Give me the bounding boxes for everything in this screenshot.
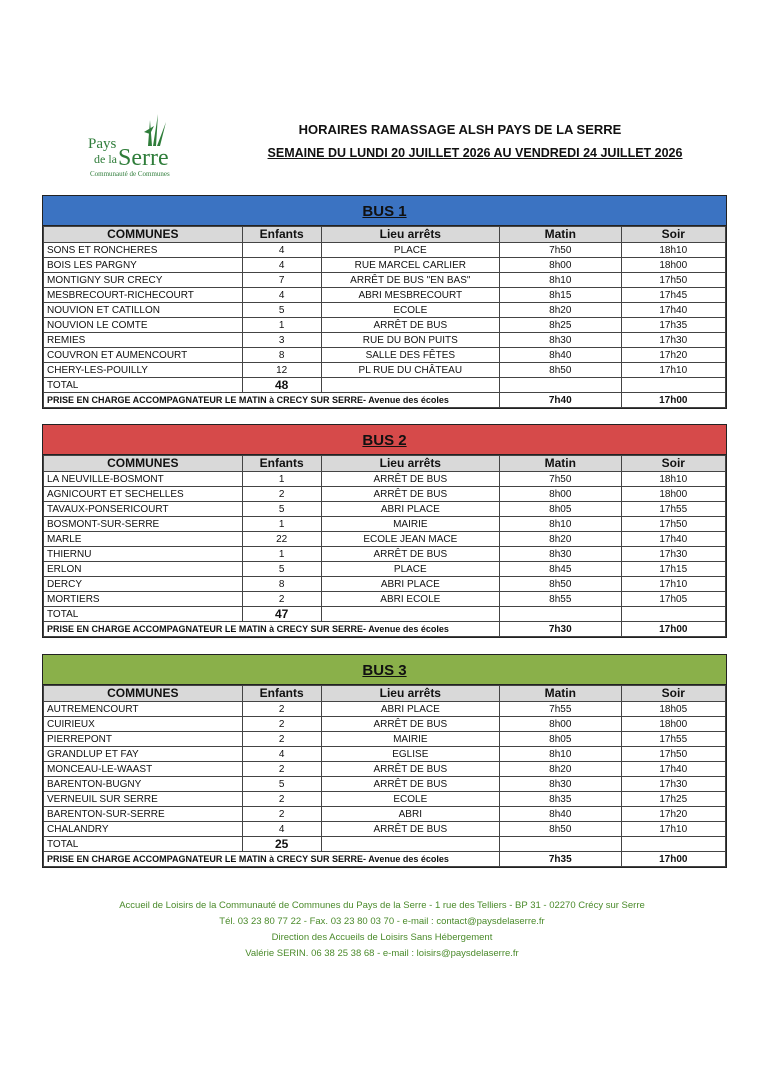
table-row xyxy=(44,517,726,532)
soir-cell: 17h55 xyxy=(621,502,725,517)
enfants-cell: 12 xyxy=(242,363,321,378)
page-title: HORAIRES RAMASSAGE ALSH PAYS DE LA SERRE xyxy=(298,122,622,137)
soir-cell: 18h00 xyxy=(621,258,725,273)
column-header: COMMUNES xyxy=(44,686,243,702)
pickup-label: PRISE EN CHARGE ACCOMPAGNATEUR LE MATIN à CRECY SUR SERRE- Avenue des écoles xyxy=(44,622,500,637)
lieu-arret-cell: ARRÊT DE BUS xyxy=(321,822,499,837)
column-header: Matin xyxy=(499,686,621,702)
table-row xyxy=(44,762,726,777)
empty-cell xyxy=(621,378,725,393)
total-label: TOTAL xyxy=(44,837,243,852)
soir-cell: 17h10 xyxy=(621,822,725,837)
lieu-arret-cell: ABRI PLACE xyxy=(321,702,499,717)
commune-cell: BARENTON-BUGNY xyxy=(44,777,243,792)
lieu-arret-cell: MAIRIE xyxy=(321,517,499,532)
soir-cell: 17h10 xyxy=(621,577,725,592)
table-row xyxy=(44,547,726,562)
matin-cell: 8h00 xyxy=(499,487,621,502)
total-row xyxy=(44,378,726,393)
matin-cell: 8h10 xyxy=(499,517,621,532)
commune-cell: MORTIERS xyxy=(44,592,243,607)
lieu-arret-cell: ARRÊT DE BUS xyxy=(321,487,499,502)
bus-table xyxy=(43,226,726,408)
commune-cell: ERLON xyxy=(44,562,243,577)
lieu-arret-cell: PL RUE DU CHÂTEAU xyxy=(321,363,499,378)
commune-cell: AGNICOURT ET SECHELLES xyxy=(44,487,243,502)
table-row xyxy=(44,502,726,517)
matin-cell: 8h45 xyxy=(499,562,621,577)
bus-schedule-3 xyxy=(42,654,727,868)
lieu-arret-cell: PLACE xyxy=(321,243,499,258)
soir-cell: 17h30 xyxy=(621,547,725,562)
matin-cell: 8h20 xyxy=(499,532,621,547)
soir-cell: 17h40 xyxy=(621,532,725,547)
enfants-cell: 5 xyxy=(242,502,321,517)
matin-cell: 8h20 xyxy=(499,303,621,318)
table-header-row xyxy=(44,456,726,472)
empty-cell xyxy=(499,607,621,622)
enfants-cell: 4 xyxy=(242,747,321,762)
column-header: Enfants xyxy=(242,686,321,702)
table-row xyxy=(44,747,726,762)
enfants-cell: 4 xyxy=(242,243,321,258)
lieu-arret-cell: ARRÊT DE BUS xyxy=(321,472,499,487)
soir-cell: 18h00 xyxy=(621,717,725,732)
logo-subtitle: Communauté de Communes xyxy=(90,170,170,178)
total-label: TOTAL xyxy=(44,378,243,393)
lieu-arret-cell: ABRI xyxy=(321,807,499,822)
commune-cell: MARLE xyxy=(44,532,243,547)
commune-cell: NOUVION LE COMTE xyxy=(44,318,243,333)
commune-cell: MONTIGNY SUR CRECY xyxy=(44,273,243,288)
lieu-arret-cell: RUE MARCEL CARLIER xyxy=(321,258,499,273)
enfants-cell: 2 xyxy=(242,592,321,607)
soir-cell: 18h00 xyxy=(621,487,725,502)
column-header: COMMUNES xyxy=(44,227,243,243)
matin-cell: 8h30 xyxy=(499,333,621,348)
logo-text-de-la: de la xyxy=(94,152,117,166)
soir-cell: 18h05 xyxy=(621,702,725,717)
soir-cell: 17h30 xyxy=(621,333,725,348)
table-row xyxy=(44,717,726,732)
enfants-cell: 5 xyxy=(242,562,321,577)
empty-cell xyxy=(321,837,499,852)
matin-cell: 8h30 xyxy=(499,777,621,792)
matin-cell: 8h25 xyxy=(499,318,621,333)
contact-director: Valérie SERIN. 06 38 25 38 68 - e-mail : loisirs@paysdelaserre.fr xyxy=(245,948,519,959)
bus-header xyxy=(43,655,726,685)
column-header: Matin xyxy=(499,227,621,243)
commune-cell: GRANDLUP ET FAY xyxy=(44,747,243,762)
table-row xyxy=(44,318,726,333)
matin-cell: 7h55 xyxy=(499,702,621,717)
column-header: Matin xyxy=(499,456,621,472)
matin-cell: 7h50 xyxy=(499,243,621,258)
pickup-row xyxy=(44,622,726,637)
commune-cell: MONCEAU-LE-WAAST xyxy=(44,762,243,777)
table-row xyxy=(44,487,726,502)
enfants-cell: 2 xyxy=(242,807,321,822)
bus-header xyxy=(43,425,726,455)
commune-cell: MESBRECOURT-RICHECOURT xyxy=(44,288,243,303)
enfants-cell: 7 xyxy=(242,273,321,288)
table-row xyxy=(44,273,726,288)
column-header: Enfants xyxy=(242,227,321,243)
enfants-cell: 5 xyxy=(242,303,321,318)
total-value: 25 xyxy=(242,837,321,852)
matin-cell: 8h50 xyxy=(499,577,621,592)
table-row xyxy=(44,562,726,577)
contact-phone: Tél. 03 23 80 77 22 - Fax. 03 23 80 03 70 - e-mail : contact@paysdelaserre.fr xyxy=(219,916,545,927)
matin-cell: 8h05 xyxy=(499,732,621,747)
table-header-row xyxy=(44,686,726,702)
table-row xyxy=(44,472,726,487)
enfants-cell: 1 xyxy=(242,547,321,562)
enfants-cell: 8 xyxy=(242,577,321,592)
table-row xyxy=(44,807,726,822)
bus-table xyxy=(43,685,726,867)
page-subtitle: SEMAINE DU LUNDI 20 JUILLET 2026 AU VENDREDI 24 JUILLET 2026 xyxy=(267,146,683,160)
lieu-arret-cell: ECOLE xyxy=(321,303,499,318)
commune-cell: REMIES xyxy=(44,333,243,348)
matin-cell: 8h50 xyxy=(499,363,621,378)
commune-cell: CHALANDRY xyxy=(44,822,243,837)
contact-footer xyxy=(40,898,724,962)
total-value: 48 xyxy=(242,378,321,393)
table-row xyxy=(44,777,726,792)
lieu-arret-cell: MAIRIE xyxy=(321,732,499,747)
enfants-cell: 2 xyxy=(242,717,321,732)
column-header: Soir xyxy=(621,227,725,243)
soir-cell: 17h40 xyxy=(621,303,725,318)
bus-header xyxy=(43,196,726,226)
soir-cell: 17h15 xyxy=(621,562,725,577)
table-row xyxy=(44,333,726,348)
lieu-arret-cell: ECOLE xyxy=(321,792,499,807)
table-row xyxy=(44,348,726,363)
lieu-arret-cell: RUE DU BON PUITS xyxy=(321,333,499,348)
reed-logo-icon xyxy=(140,112,170,146)
column-header: Lieu arrêts xyxy=(321,227,499,243)
contact-direction: Direction des Accueils de Loisirs Sans Hébergement xyxy=(271,932,493,943)
pickup-label: PRISE EN CHARGE ACCOMPAGNATEUR LE MATIN à CRECY SUR SERRE- Avenue des écoles xyxy=(44,852,500,867)
lieu-arret-cell: ARRÊT DE BUS xyxy=(321,777,499,792)
enfants-cell: 3 xyxy=(242,333,321,348)
pickup-row xyxy=(44,393,726,408)
commune-cell: THIERNU xyxy=(44,547,243,562)
column-header: Lieu arrêts xyxy=(321,686,499,702)
commune-cell: NOUVION ET CATILLON xyxy=(44,303,243,318)
enfants-cell: 5 xyxy=(242,777,321,792)
commune-cell: SONS ET RONCHERES xyxy=(44,243,243,258)
pickup-matin: 7h30 xyxy=(499,622,621,637)
commune-cell: BOSMONT-SUR-SERRE xyxy=(44,517,243,532)
logo-text-pays: Pays xyxy=(88,136,117,152)
pickup-soir: 17h00 xyxy=(621,622,725,637)
enfants-cell: 2 xyxy=(242,792,321,807)
table-row xyxy=(44,303,726,318)
pickup-row xyxy=(44,852,726,867)
table-row xyxy=(44,532,726,547)
table-row xyxy=(44,592,726,607)
lieu-arret-cell: ECOLE JEAN MACE xyxy=(321,532,499,547)
empty-cell xyxy=(621,837,725,852)
total-row xyxy=(44,837,726,852)
table-row xyxy=(44,243,726,258)
lieu-arret-cell: ABRI PLACE xyxy=(321,577,499,592)
matin-cell: 8h10 xyxy=(499,747,621,762)
bus-table xyxy=(43,455,726,637)
commune-cell: COUVRON ET AUMENCOURT xyxy=(44,348,243,363)
soir-cell: 17h45 xyxy=(621,288,725,303)
lieu-arret-cell: ARRÊT DE BUS xyxy=(321,762,499,777)
soir-cell: 17h50 xyxy=(621,747,725,762)
commune-cell: LA NEUVILLE-BOSMONT xyxy=(44,472,243,487)
total-row xyxy=(44,607,726,622)
pickup-matin: 7h40 xyxy=(499,393,621,408)
empty-cell xyxy=(321,607,499,622)
enfants-cell: 1 xyxy=(242,318,321,333)
matin-cell: 8h00 xyxy=(499,258,621,273)
table-row xyxy=(44,577,726,592)
pickup-label: PRISE EN CHARGE ACCOMPAGNATEUR LE MATIN à CRECY SUR SERRE- Avenue des écoles xyxy=(44,393,500,408)
soir-cell: 18h10 xyxy=(621,472,725,487)
enfants-cell: 8 xyxy=(242,348,321,363)
commune-cell: TAVAUX-PONSERICOURT xyxy=(44,502,243,517)
column-header: Soir xyxy=(621,456,725,472)
table-row xyxy=(44,258,726,273)
empty-cell xyxy=(499,378,621,393)
soir-cell: 17h50 xyxy=(621,273,725,288)
matin-cell: 8h50 xyxy=(499,822,621,837)
commune-cell: AUTREMENCOURT xyxy=(44,702,243,717)
table-row xyxy=(44,732,726,747)
lieu-arret-cell: PLACE xyxy=(321,562,499,577)
matin-cell: 8h55 xyxy=(499,592,621,607)
soir-cell: 17h20 xyxy=(621,807,725,822)
enfants-cell: 1 xyxy=(242,517,321,532)
commune-cell: CUIRIEUX xyxy=(44,717,243,732)
table-row xyxy=(44,822,726,837)
bus-title: BUS 2 xyxy=(362,432,407,449)
matin-cell: 7h50 xyxy=(499,472,621,487)
lieu-arret-cell: ABRI ECOLE xyxy=(321,592,499,607)
soir-cell: 17h35 xyxy=(621,318,725,333)
empty-cell xyxy=(321,378,499,393)
lieu-arret-cell: ARRÊT DE BUS "EN BAS" xyxy=(321,273,499,288)
soir-cell: 17h55 xyxy=(621,732,725,747)
table-header-row xyxy=(44,227,726,243)
table-row xyxy=(44,792,726,807)
matin-cell: 8h30 xyxy=(499,547,621,562)
contact-address: Accueil de Loisirs de la Communauté de Communes du Pays de la Serre - 1 rue des Telliers - BP 31 - 02270 Crécy sur Serre xyxy=(119,900,645,911)
lieu-arret-cell: ARRÊT DE BUS xyxy=(321,547,499,562)
bus-title: BUS 1 xyxy=(362,203,407,220)
soir-cell: 17h50 xyxy=(621,517,725,532)
bus-schedule-1 xyxy=(42,195,727,409)
matin-cell: 8h35 xyxy=(499,792,621,807)
pickup-soir: 17h00 xyxy=(621,393,725,408)
enfants-cell: 2 xyxy=(242,702,321,717)
soir-cell: 17h40 xyxy=(621,762,725,777)
total-label: TOTAL xyxy=(44,607,243,622)
empty-cell xyxy=(621,607,725,622)
matin-cell: 8h20 xyxy=(499,762,621,777)
commune-cell: VERNEUIL SUR SERRE xyxy=(44,792,243,807)
commune-cell: BOIS LES PARGNY xyxy=(44,258,243,273)
soir-cell: 17h25 xyxy=(621,792,725,807)
commune-cell: CHERY-LES-POUILLY xyxy=(44,363,243,378)
soir-cell: 17h30 xyxy=(621,777,725,792)
soir-cell: 17h10 xyxy=(621,363,725,378)
column-header: Enfants xyxy=(242,456,321,472)
soir-cell: 18h10 xyxy=(621,243,725,258)
matin-cell: 8h05 xyxy=(499,502,621,517)
lieu-arret-cell: ABRI MESBRECOURT xyxy=(321,288,499,303)
bus-title: BUS 3 xyxy=(362,662,407,679)
soir-cell: 17h05 xyxy=(621,592,725,607)
enfants-cell: 2 xyxy=(242,762,321,777)
lieu-arret-cell: EGLISE xyxy=(321,747,499,762)
total-value: 47 xyxy=(242,607,321,622)
logo-text-serre: Serre xyxy=(118,145,169,171)
lieu-arret-cell: SALLE DES FÊTES xyxy=(321,348,499,363)
pickup-soir: 17h00 xyxy=(621,852,725,867)
matin-cell: 8h40 xyxy=(499,348,621,363)
table-row xyxy=(44,288,726,303)
enfants-cell: 2 xyxy=(242,732,321,747)
enfants-cell: 1 xyxy=(242,472,321,487)
commune-cell: BARENTON-SUR-SERRE xyxy=(44,807,243,822)
bus-schedule-2 xyxy=(42,424,727,638)
pays-de-la-serre-logo xyxy=(84,112,194,182)
column-header: Soir xyxy=(621,686,725,702)
lieu-arret-cell: ABRI PLACE xyxy=(321,502,499,517)
table-row xyxy=(44,702,726,717)
lieu-arret-cell: ARRÊT DE BUS xyxy=(321,717,499,732)
pickup-matin: 7h35 xyxy=(499,852,621,867)
enfants-cell: 4 xyxy=(242,258,321,273)
table-row xyxy=(44,363,726,378)
enfants-cell: 22 xyxy=(242,532,321,547)
column-header: COMMUNES xyxy=(44,456,243,472)
enfants-cell: 4 xyxy=(242,822,321,837)
matin-cell: 8h40 xyxy=(499,807,621,822)
lieu-arret-cell: ARRÊT DE BUS xyxy=(321,318,499,333)
matin-cell: 8h00 xyxy=(499,717,621,732)
column-header: Lieu arrêts xyxy=(321,456,499,472)
empty-cell xyxy=(499,837,621,852)
enfants-cell: 2 xyxy=(242,487,321,502)
commune-cell: PIERREPONT xyxy=(44,732,243,747)
enfants-cell: 4 xyxy=(242,288,321,303)
soir-cell: 17h20 xyxy=(621,348,725,363)
commune-cell: DERCY xyxy=(44,577,243,592)
matin-cell: 8h15 xyxy=(499,288,621,303)
matin-cell: 8h10 xyxy=(499,273,621,288)
